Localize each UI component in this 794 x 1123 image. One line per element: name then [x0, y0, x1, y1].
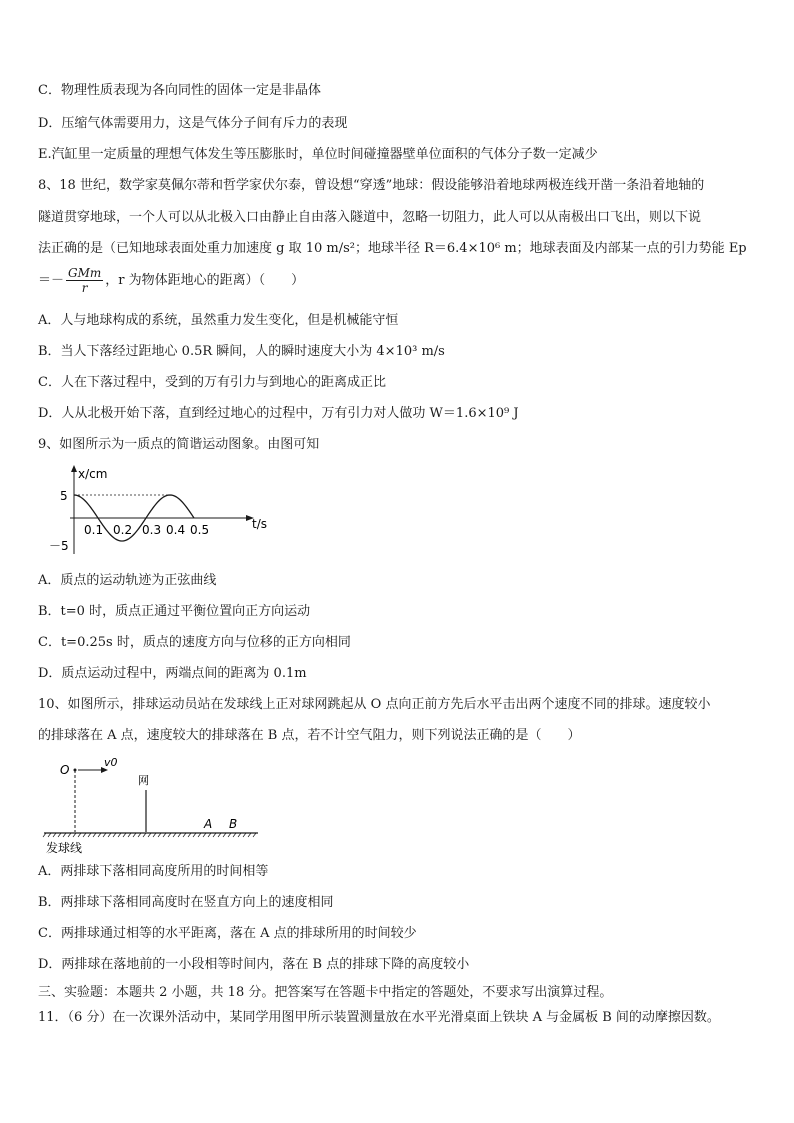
q8-option-c: C．人在下落过程中，受到的万有引力与到地心的距离成正比 [38, 375, 386, 390]
x-tick-0.5: 0.5 [190, 523, 210, 537]
q10-option-b: B．两排球下落相同高度时在竖直方向上的速度相同 [38, 895, 334, 910]
q10-option-c: C．两排球通过相等的水平距离，落在 A 点的排球所用的时间较少 [38, 926, 417, 941]
q8-formula-suffix: ，r 为物体距地心的距离）（ ） [105, 273, 305, 288]
q8-stem-line2: 隧道贯穿地球，一个人可以从北极入口由静止自由落入隧道中，忽略一切阻力，此人可以从南极出口飞出，则以下说 [38, 210, 702, 225]
q8-fraction-denominator: r [81, 281, 88, 295]
q8-fraction [66, 266, 103, 295]
point-a-label: A [204, 817, 213, 831]
q9-stem: 9、如图所示为一质点的简谐运动图象。由图可知 [38, 437, 320, 452]
q7-option-c: C．物理性质表现为各向同性的固体一定是非晶体 [38, 83, 321, 98]
q9-option-a: A．质点的运动轨迹为正弦曲线 [38, 573, 217, 588]
q10-option-a: A．两排球下落相同高度所用的时间相等 [38, 864, 269, 879]
q9-option-c: C．t=0.25s 时，质点的速度方向与位移的正方向相同 [38, 635, 351, 650]
q8-potential-formula [38, 266, 304, 295]
x-axis-label: t/s [252, 517, 267, 531]
net-label: 网 [138, 774, 149, 787]
section3-heading: 三、实验题：本题共 2 小题，共 18 分。把答案写在答题卡中指定的答题处，不要求写出演算过程。 [38, 985, 613, 1000]
y-tick-neg5: －5 [49, 539, 69, 553]
x-tick-0.2: 0.2 [113, 523, 133, 537]
q8-fraction-numerator: GMm [68, 266, 102, 280]
y-axis-arrow [71, 465, 77, 472]
q8-option-a: A．人与地球构成的系统，虽然重力发生变化，但是机械能守恒 [38, 313, 399, 328]
point-o-label: O [60, 763, 70, 777]
q7-option-d: D．压缩气体需要用力，这是气体分子间有斥力的表现 [38, 116, 348, 131]
y-tick-5: 5 [60, 489, 68, 503]
q7-option-e: E.汽缸里一定质量的理想气体发生等压膨胀时，单位时间碰撞器壁单位面积的气体分子数一定减少 [38, 147, 598, 162]
q9-option-d: D．质点运动过程中，两端点间的距离为 0.1m [38, 666, 307, 681]
q8-option-b: B．当人下落经过距地心 0.5R 瞬间，人的瞬时速度大小为 4×10³ m/s [38, 344, 445, 359]
y-axis-label: x/cm [78, 467, 108, 481]
q10-volleyball-figure [40, 756, 270, 856]
q8-formula-prefix: ＝－ [38, 273, 65, 288]
x-tick-0.4: 0.4 [166, 523, 186, 537]
point-b-label: B [229, 817, 238, 831]
q10-stem-line1: 10、如图所示，排球运动员站在发球线上正对球网跳起从 O 点向正前方先后水平击出两个速度不同的排球。速度较小 [38, 697, 711, 712]
x-tick-0.1: 0.1 [84, 523, 104, 537]
x-tick-0.3: 0.3 [142, 523, 162, 537]
velocity-label: v0 [104, 756, 118, 769]
q9-shm-graph [40, 462, 290, 562]
q10-option-d: D．两排球在落地前的一小段相等时间内，落在 B 点的排球下降的高度较小 [38, 957, 470, 972]
q8-stem-line3: 法正确的是（已知地球表面处重力加速度 g 取 10 m/s²；地球半径 R＝6.4×10⁶ m；地球表面及内部某一点的引力势能 Ep [38, 241, 747, 256]
q11-stem-line1: 11．（6 分）在一次课外活动中，某同学用图甲所示装置测量放在水平光滑桌面上铁块 A 与金属板 B 间的动摩擦因数。 [38, 1010, 720, 1025]
q8-option-d: D．人从北极开始下落，直到经过地心的过程中，万有引力对人做功 W＝1.6×10⁹ J [38, 406, 519, 421]
q10-stem-line2: 的排球落在 A 点，速度较大的排球落在 B 点，若不计空气阻力，则下列说法正确的是（ ） [38, 728, 581, 743]
q8-stem-line1: 8、18 世纪，数学家莫佩尔蒂和哲学家伏尔泰，曾设想“穿透”地球：假设能够沿着地球两极连线开凿一条沿着地轴的 [38, 178, 705, 193]
q9-option-b: B．t=0 时，质点正通过平衡位置向正方向运动 [38, 604, 311, 619]
serve-line-label: 发球线 [46, 841, 83, 855]
